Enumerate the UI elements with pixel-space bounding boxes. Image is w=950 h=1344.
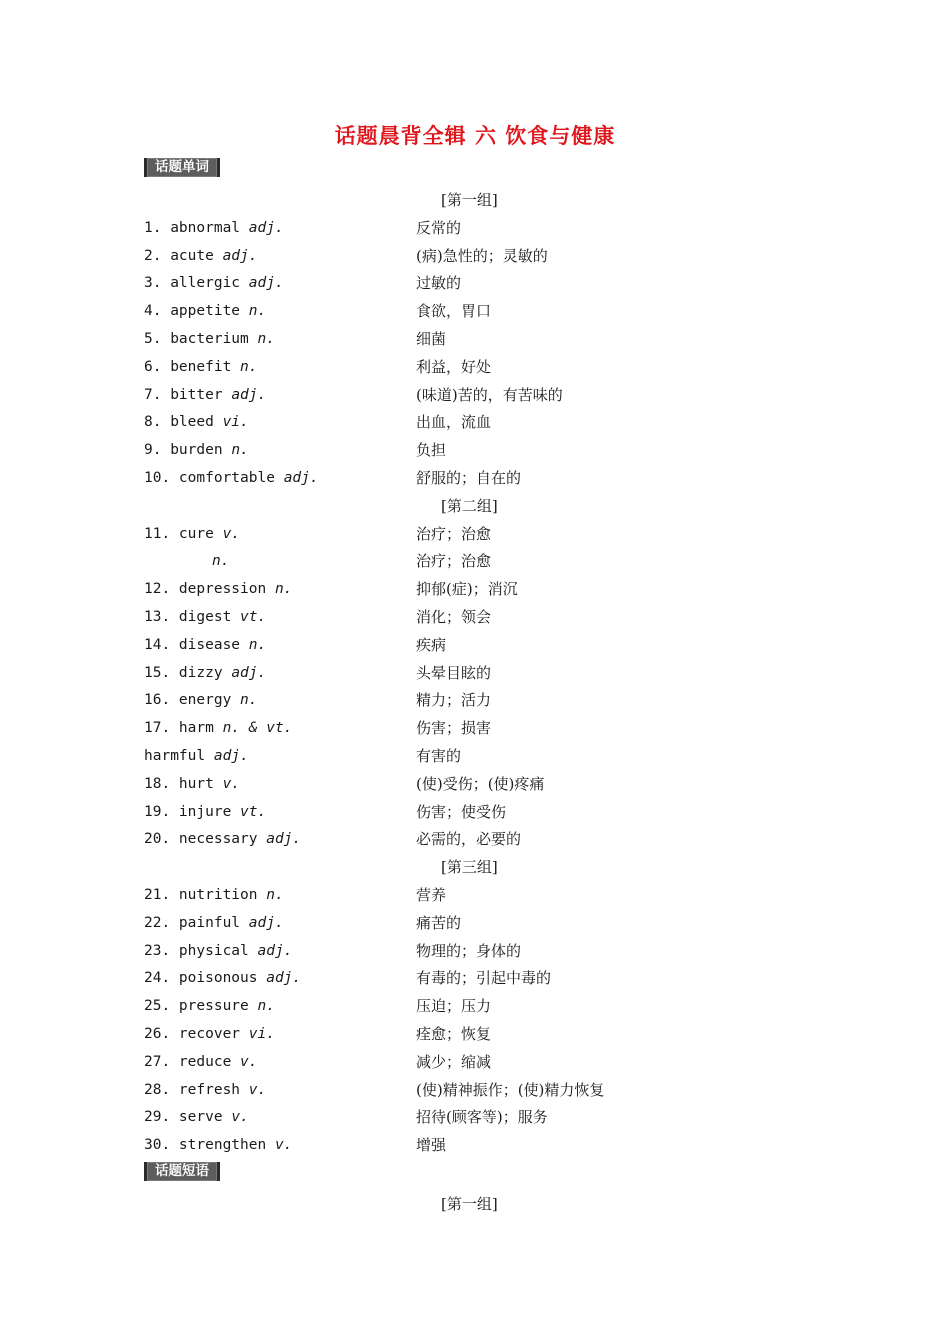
- english-term: [144, 382, 266, 410]
- vocab-entry: [0, 632, 950, 660]
- vocab-entry: [0, 1049, 950, 1077]
- english-term: [144, 1132, 292, 1160]
- part-of-speech: v.: [248, 1081, 267, 1098]
- page-title: 话题晨背全辑 六 饮食与健康: [334, 124, 616, 148]
- term-word: 28. refresh: [144, 1081, 249, 1098]
- vocab-entry: [0, 576, 950, 604]
- chinese-meaning: 必需的，必要的: [416, 830, 522, 849]
- chinese-meaning: (病)急性的；灵敏的: [416, 246, 548, 265]
- chinese-meaning: (使)精神振作；(使)精力恢复: [416, 1080, 605, 1099]
- part-of-speech: v.: [274, 1137, 293, 1154]
- term-word: 2. acute: [144, 247, 223, 264]
- vocab-entry: [0, 382, 950, 410]
- chinese-meaning: 出血，流血: [416, 413, 492, 432]
- part-of-speech: n.: [257, 998, 275, 1015]
- part-of-speech: adj.: [231, 664, 267, 681]
- vocab-entry: [0, 215, 950, 243]
- vocab-entry: [0, 1132, 950, 1160]
- part-of-speech: adj.: [248, 914, 284, 931]
- part-of-speech: vi.: [248, 1025, 275, 1042]
- part-of-speech: n.: [257, 330, 275, 347]
- vocab-entry: [0, 326, 950, 354]
- part-of-speech: adj.: [248, 219, 284, 236]
- chinese-meaning: 抑郁(症)；消沉: [416, 580, 518, 599]
- chinese-meaning: 食欲，胃口: [416, 302, 492, 321]
- vocab-entry: [0, 409, 950, 437]
- part-of-speech: n.: [248, 303, 267, 320]
- term-word: 5. bacterium: [144, 330, 258, 347]
- english-term: [144, 270, 284, 298]
- vocab-entry: [0, 965, 950, 993]
- chinese-meaning: 伤害；使受伤: [416, 802, 507, 821]
- term-word: 22. painful: [144, 914, 249, 931]
- part-of-speech: v.: [222, 525, 241, 542]
- vocab-entry: [0, 243, 950, 271]
- english-term: [144, 1049, 258, 1077]
- part-of-speech: n.: [231, 442, 249, 459]
- chinese-meaning: 减少；缩减: [416, 1052, 492, 1071]
- term-word: 3. allergic: [144, 275, 249, 292]
- term-word: 29. serve: [144, 1109, 232, 1126]
- term-word: harmful: [144, 747, 214, 764]
- english-term: [144, 771, 240, 799]
- vocab-entry: [0, 715, 950, 743]
- chinese-meaning: 有害的: [416, 746, 462, 765]
- term-word: 19. injure: [144, 803, 241, 820]
- chinese-meaning: 负担: [416, 441, 447, 460]
- part-of-speech: vi.: [222, 414, 249, 431]
- part-of-speech: adj.: [257, 942, 293, 959]
- term-word: 8. bleed: [144, 414, 223, 431]
- term-word: 30. strengthen: [144, 1137, 275, 1154]
- term-word: 10. comfortable: [144, 469, 284, 486]
- english-term: [144, 326, 275, 354]
- english-term: [144, 632, 266, 660]
- chinese-meaning: 利益，好处: [416, 357, 492, 376]
- term-word: 6. benefit: [144, 358, 241, 375]
- group-heading-row: [0, 854, 950, 882]
- term-word: 9. burden: [144, 442, 232, 459]
- vocab-entry: [0, 354, 950, 382]
- phrases-group-heading: [第一组]: [441, 1195, 498, 1213]
- chinese-meaning: 反常的: [416, 218, 462, 237]
- vocab-entry: [0, 1077, 950, 1105]
- part-of-speech: adj.: [213, 747, 249, 764]
- english-term: [144, 660, 266, 688]
- chinese-meaning: 治疗；治愈: [416, 552, 492, 571]
- english-term: [144, 938, 292, 966]
- english-term: [144, 715, 292, 743]
- part-of-speech: v.: [231, 1109, 249, 1126]
- chinese-meaning: 消化；领会: [416, 607, 492, 626]
- vocab-entry: [0, 771, 950, 799]
- english-term: [144, 826, 301, 854]
- english-term: [144, 354, 258, 382]
- term-word: 15. dizzy: [144, 664, 232, 681]
- vocab-entry: [0, 687, 950, 715]
- vocab-entry: [0, 826, 950, 854]
- term-word: 12. depression: [144, 581, 275, 598]
- vocab-entry: [0, 548, 950, 576]
- term-word: 4. appetite: [144, 303, 249, 320]
- vocab-entry: [0, 743, 950, 771]
- part-of-speech: adj.: [266, 970, 302, 987]
- vocab-entry: [0, 1021, 950, 1049]
- part-of-speech: n. & vt.: [222, 720, 293, 737]
- english-term: [144, 743, 249, 771]
- chinese-meaning: 压迫；压力: [416, 997, 492, 1016]
- part-of-speech: v.: [240, 1053, 258, 1070]
- english-term: [144, 993, 275, 1021]
- vocab-entry: [0, 938, 950, 966]
- english-term: [144, 298, 266, 326]
- part-of-speech: n.: [274, 581, 293, 598]
- chinese-meaning: 痛苦的: [416, 913, 462, 932]
- section-badge-words: 话题单词: [144, 158, 220, 177]
- chinese-meaning: 物理的；身体的: [416, 941, 522, 960]
- english-term: [144, 910, 284, 938]
- term-word: 17. harm: [144, 720, 223, 737]
- vocab-entry: [0, 604, 950, 632]
- chinese-meaning: (使)受伤；(使)疼痛: [416, 774, 545, 793]
- group-heading: [第三组]: [441, 858, 498, 877]
- chinese-meaning: 伤害；损害: [416, 719, 492, 738]
- term-word: 23. physical: [144, 942, 258, 959]
- english-term: [144, 437, 249, 465]
- term-word: 25. pressure: [144, 998, 258, 1015]
- part-of-speech: n.: [248, 636, 267, 653]
- term-word: 7. bitter: [144, 386, 232, 403]
- chinese-meaning: 痊愈；恢复: [416, 1024, 492, 1043]
- chinese-meaning: 有毒的；引起中毒的: [416, 969, 552, 988]
- term-word: 20. necessary: [144, 831, 267, 848]
- english-term: [144, 465, 319, 493]
- english-term: [144, 243, 258, 271]
- part-of-speech: n.: [240, 358, 258, 375]
- term-word: 13. digest: [144, 608, 241, 625]
- english-term: [144, 1104, 249, 1132]
- chinese-meaning: 营养: [416, 885, 447, 904]
- group-heading: [第二组]: [441, 496, 498, 515]
- chinese-meaning: 舒服的；自在的: [416, 468, 522, 487]
- part-of-speech: v.: [222, 775, 241, 792]
- chinese-meaning: 细菌: [416, 329, 447, 348]
- vocab-entry: [0, 660, 950, 688]
- term-word: 14. disease: [144, 636, 249, 653]
- term-word: 21. nutrition: [144, 886, 267, 903]
- english-term: [144, 1021, 275, 1049]
- chinese-meaning: 头晕目眩的: [416, 663, 492, 682]
- group-heading: [第一组]: [441, 191, 498, 209]
- part-of-speech: vt.: [240, 608, 267, 625]
- english-term: [144, 1077, 266, 1105]
- group-heading-row: [0, 187, 950, 215]
- term-word: 11. cure: [144, 525, 223, 542]
- chinese-meaning: 增强: [416, 1136, 447, 1155]
- vocab-entry: [0, 437, 950, 465]
- vocab-entry: [0, 465, 950, 493]
- chinese-meaning: (味道)苦的，有苦味的: [416, 385, 563, 404]
- vocab-entry: [0, 882, 950, 910]
- chinese-meaning: 招待(顾客等)；服务: [416, 1108, 548, 1127]
- vocab-entry: [0, 521, 950, 549]
- part-of-speech: n.: [266, 886, 284, 903]
- english-term: [212, 548, 229, 576]
- vocab-entry: [0, 910, 950, 938]
- english-term: [144, 521, 240, 549]
- english-term: [144, 687, 258, 715]
- part-of-speech: adj.: [231, 386, 267, 403]
- english-term: [144, 215, 284, 243]
- part-of-speech: adj.: [283, 469, 319, 486]
- vocab-entry: [0, 1104, 950, 1132]
- chinese-meaning: 疾病: [416, 635, 447, 654]
- english-term: [144, 882, 284, 910]
- vocabulary-list: [0, 187, 950, 1160]
- vocab-entry: [0, 993, 950, 1021]
- english-term: [144, 409, 249, 437]
- section-badge-phrases: 话题短语: [144, 1162, 220, 1181]
- chinese-meaning: 精力；活力: [416, 691, 492, 710]
- english-term: [144, 576, 292, 604]
- part-of-speech: vt.: [240, 803, 267, 820]
- english-term: [144, 799, 266, 827]
- term-word: 27. reduce: [144, 1053, 241, 1070]
- term-word: 24. poisonous: [144, 970, 267, 987]
- part-of-speech: n.: [240, 692, 258, 709]
- chinese-meaning: 过敏的: [416, 274, 462, 293]
- vocab-entry: [0, 270, 950, 298]
- part-of-speech: adj.: [222, 247, 258, 264]
- english-term: [144, 965, 301, 993]
- chinese-meaning: 治疗；治愈: [416, 524, 492, 543]
- term-word: 1. abnormal: [144, 219, 249, 236]
- part-of-speech: adj.: [248, 275, 284, 292]
- term-word: 26. recover: [144, 1025, 249, 1042]
- term-word: 18. hurt: [144, 775, 223, 792]
- vocab-entry: [0, 799, 950, 827]
- english-term: [144, 604, 266, 632]
- part-of-speech: n.: [212, 553, 230, 570]
- vocab-entry: [0, 298, 950, 326]
- term-word: 16. energy: [144, 692, 241, 709]
- group-heading-row: [0, 493, 950, 521]
- part-of-speech: adj.: [266, 831, 302, 848]
